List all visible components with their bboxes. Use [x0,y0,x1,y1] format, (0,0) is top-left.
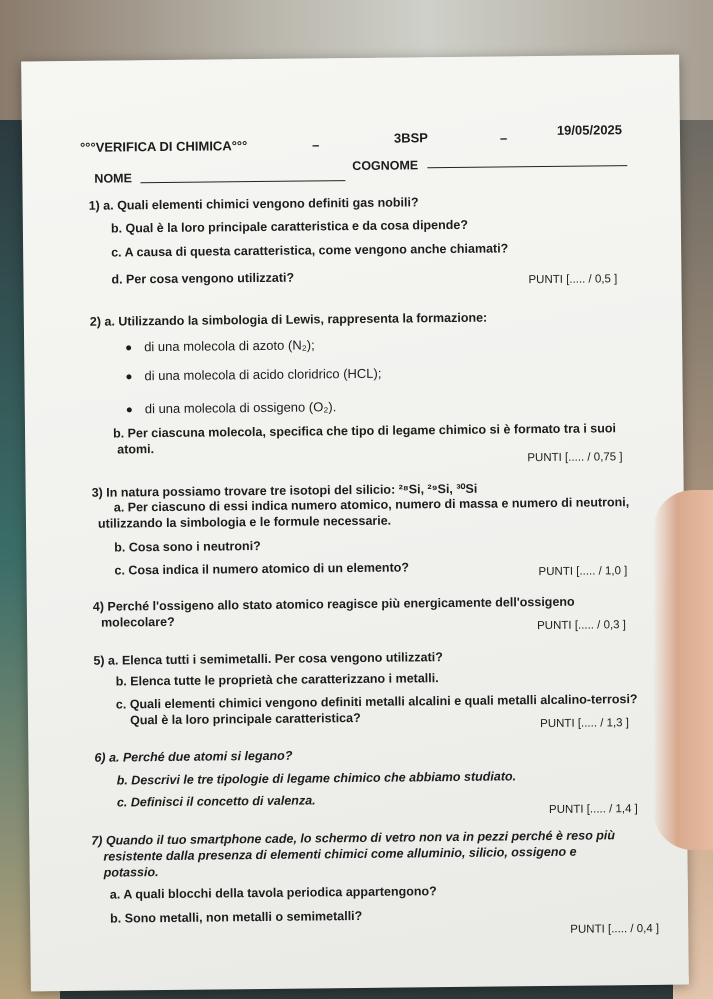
q2-b-line1: b. Per ciascuna molecola, specifica che tipo di legame chimico si è formato tra i suoi [112,421,617,441]
bullet-3 [127,407,132,412]
q2-bullet-oxygen: di una molecola di ossigeno (O₂). [144,399,337,417]
q4-line2: molecolare? [100,614,175,630]
q2-bullet-nitrogen: di una molecola di azoto (N₂); [144,337,315,355]
q1-b: b. Qual è la loro principale caratteristica e da cosa dipende? [110,217,469,236]
q4-points: PUNTI [..... / 0,3 ] [537,619,626,633]
q3-c: c. Cosa indica il numero atomico di un elemento? [114,560,410,578]
q5-c-line2: Qual è la loro principale caratteristica? [129,710,361,728]
q2-a: 2) a. Utilizzando la simbologia di Lewis, rappresenta la formazione: [89,310,488,329]
q5-a: 5) a. Elenca tutti i semimetalli. Per cosa vengono utilizzati? [93,650,443,668]
bullet-1 [126,345,131,350]
q6-a: 6) a. Perché due atomi si legano? [94,748,293,765]
q7-a: a. A quali blocchi della tavola periodica appartengono? [109,884,437,902]
test-title: °°°VERIFICA DI CHIMICA°°° [79,138,248,155]
separator-right: – [499,130,508,146]
q6-b: b. Descrivi le tre tipologie di legame chimico che abbiamo studiato. [116,769,517,788]
q2-b-line2: atomi. [117,442,155,457]
hand-holding-sheet [653,490,713,850]
surname-field[interactable] [427,165,627,168]
surname-label: COGNOME [352,158,419,174]
q5-b: b. Elenca tutte le proprietà che caratterizzano i metalli. [115,671,439,689]
test-sheet [21,55,689,992]
name-label: NOME [94,171,132,186]
q5-c-line1: c. Quali elementi chimici vengono definiti metalli alcalini e quali metalli alcalino-terrosi? [115,692,638,712]
q7-b: b. Sono metalli, non metalli o semimetalli? [110,908,363,926]
q6-points: PUNTI [..... / 1,4 ] [548,803,638,816]
q3-points: PUNTI [..... / 1,0 ] [538,565,628,579]
test-date: 19/05/2025 [556,122,623,138]
q3-a-line1: a. Per ciascuno di essi indica numero atomico, numero di massa e numero di neutroni, [113,495,630,515]
q4-line1: 4) Perché l'ossigeno allo stato atomico reagisce più energicamente dell'ossigeno [92,594,575,614]
q1-a: 1) a. Quali elementi chimici vengono definiti gas nobili? [88,195,419,213]
q7-points: PUNTI [..... / 0,4 ] [570,922,660,936]
q7-line3: potassio. [103,865,159,880]
q5-points: PUNTI [..... / 1,3 ] [540,717,630,731]
q1-d: d. Per cosa vengono utilizzati? [111,270,295,287]
q2-points: PUNTI [..... / 0,75 ] [527,451,623,465]
q1-points: PUNTI [..... / 0,5 ] [528,273,618,287]
q3-b: b. Cosa sono i neutroni? [114,538,261,555]
q3-a-line2: utilizzando la simbologia e le formule necessarie. [97,513,392,531]
q2-bullet-hcl: di una molecola di acido cloridrico (HCL); [144,365,382,384]
bullet-2 [126,374,131,379]
separator-left: – [311,137,320,153]
name-field[interactable] [140,180,345,183]
q7-line2: resistente dalla presenza di elementi chimici come alluminio, silicio, ossigeno e [103,844,577,864]
q6-c: c. Definisci il concetto di valenza. [116,793,316,810]
q1-c: c. A causa di questa caratteristica, come vengono anche chiamati? [111,241,509,260]
q7-line1: 7) Quando il tuo smartphone cade, lo schermo di vetro non va in pezzi perché è reso più [91,828,616,848]
q3-intro: 3) In natura possiamo trovare tre isotopi del silicio: ²⁸Si, ²⁹Si, ³⁰Si [91,481,478,500]
class-code: 3BSP [393,130,429,146]
